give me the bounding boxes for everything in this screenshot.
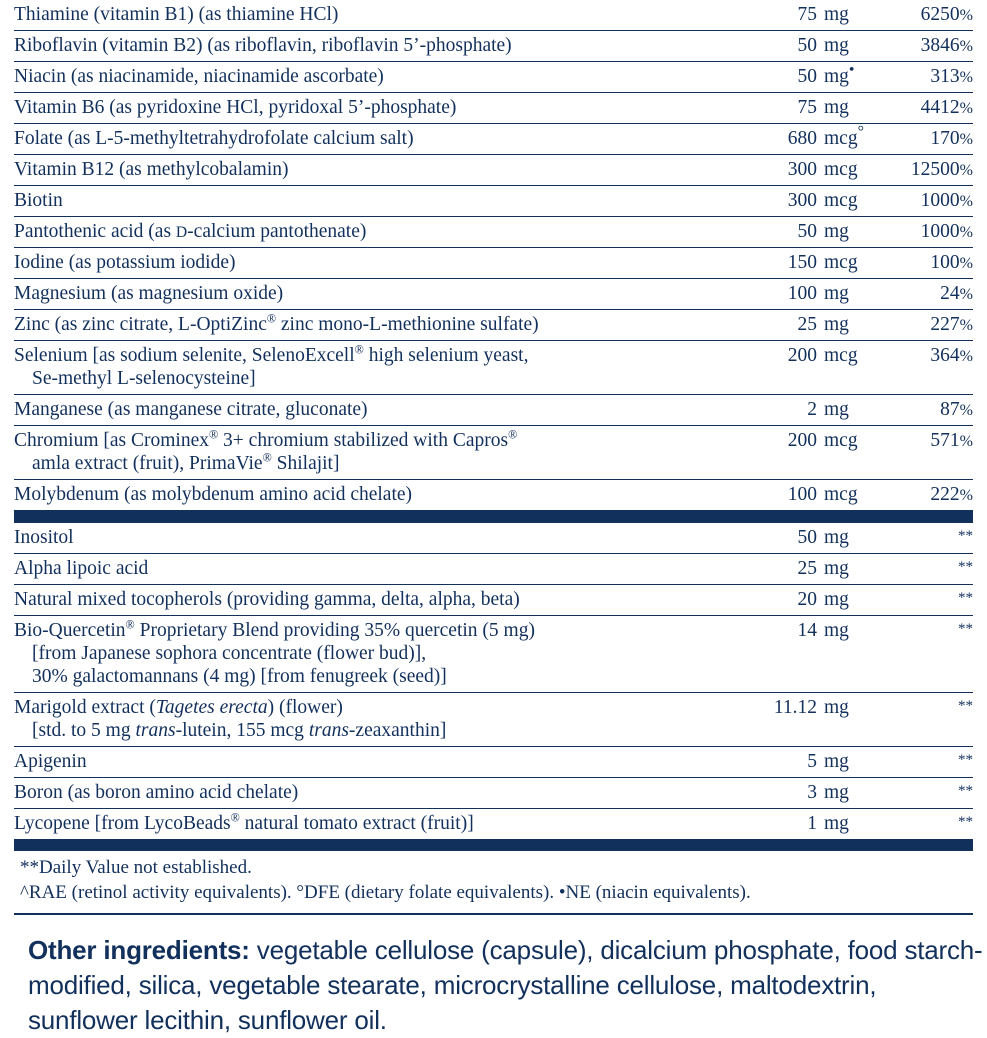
table-row (14, 554, 973, 585)
table-row (14, 62, 973, 93)
nutrient-name: Alpha lipoic acid (14, 554, 701, 585)
nutrient-name: Manganese (as manganese citrate, gluconate) (14, 395, 701, 426)
table-row (14, 31, 973, 62)
nutrient-name: Marigold extract (Tagetes erecta) (flower) [std. to 5 mg trans-lutein, 155 mcg trans-zeaxanthin] (14, 693, 701, 747)
nutrient-daily-value: 1000% (869, 186, 973, 217)
nutrient-daily-value: ** (869, 554, 973, 585)
nutrient-name: Natural mixed tocopherols (providing gamma, delta, alpha, beta) (14, 585, 701, 616)
nutrient-amount: 50 mg (701, 217, 869, 248)
footnote-daily-value: **Daily Value not established. (20, 857, 252, 878)
nutrient-name: Bio-Quercetin® Proprietary Blend providing 35% quercetin (5 mg) [from Japanese sophora concentrate (flower bud)], 30% galactomannans (4 mg) [from fenugreek (seed)] (14, 616, 701, 693)
other-ingredients-paragraph (28, 933, 987, 1037)
nutrient-daily-value: 6250% (920, 4, 973, 25)
table-row (14, 426, 973, 480)
other-nutrients-tbody (14, 523, 973, 839)
nutrient-name: Biotin (14, 186, 701, 217)
nutrient-amount: 50 mg• (701, 62, 869, 93)
nutrient-name: Folate (as L-5-methyltetrahydrofolate calcium salt) (14, 124, 701, 155)
nutrient-name: Zinc (as zinc citrate, L-OptiZinc® zinc mono-L-methionine sulfate) (14, 310, 701, 341)
table-row (14, 747, 973, 778)
table-row (14, 480, 973, 511)
nutrient-amount: 100 mcg (701, 480, 869, 511)
nutrient-name: Vitamin B12 (as methylcobalamin) (14, 155, 701, 186)
table-row (14, 310, 973, 341)
nutrient-amount: 3 mg (701, 778, 869, 809)
footnote-abbreviations: ^RAE (retinol activity equivalents). °DFE (dietary folate equivalents). •NE (niacin equivalents). (20, 881, 751, 903)
nutrient-name: Pantothenic acid (as D-calcium pantothenate) (14, 217, 701, 248)
nutrient-name: Riboflavin (vitamin B2) (as riboflavin, riboflavin 5’-phosphate) (14, 31, 701, 62)
nutrient-daily-value: 222% (869, 480, 973, 511)
nutrient-name: Vitamin B6 (as pyridoxine HCl, pyridoxal 5’-phosphate) (14, 93, 701, 124)
nutrient-amount: 75 mg (797, 4, 849, 25)
nutrient-name: Lycopene [from LycoBeads® natural tomato extract (fruit)] (14, 809, 701, 840)
vitamins-tbody (14, 0, 973, 510)
nutrient-daily-value: 227% (869, 310, 973, 341)
nutrient-name: Inositol (14, 527, 74, 548)
nutrient-amount: 11.12 mg (701, 693, 869, 747)
nutrient-table-other (14, 523, 973, 839)
table-row (14, 279, 973, 310)
nutrient-amount: 300 mcg (701, 155, 869, 186)
nutrient-amount: 50 mg (797, 527, 849, 548)
nutrient-daily-value: 3846% (869, 31, 973, 62)
nutrient-amount: 200 mcg (701, 341, 869, 395)
nutrient-amount: 1 mg (701, 809, 869, 840)
nutrient-name: Iodine (as potassium iodide) (14, 248, 701, 279)
nutrient-amount: 100 mg (701, 279, 869, 310)
nutrient-daily-value: ** (869, 809, 973, 840)
nutrient-amount: 300 mcg (701, 186, 869, 217)
nutrient-daily-value: ** (869, 693, 973, 747)
nutrient-amount: 5 mg (701, 747, 869, 778)
table-row (14, 778, 973, 809)
table-row (14, 248, 973, 279)
section-divider-bar-top (14, 510, 973, 523)
table-row (14, 341, 973, 395)
nutrient-name: Boron (as boron amino acid chelate) (14, 778, 701, 809)
nutrient-daily-value: 170% (869, 124, 973, 155)
table-row (14, 395, 973, 426)
nutrient-name: Magnesium (as magnesium oxide) (14, 279, 701, 310)
nutrient-daily-value: ** (958, 528, 973, 544)
section-divider-bar-bottom (14, 839, 973, 851)
nutrient-table-vitamins (14, 0, 973, 510)
table-row (14, 155, 973, 186)
panel-bottom-rule (14, 913, 973, 915)
nutrient-daily-value: 1000% (869, 217, 973, 248)
nutrient-daily-value: ** (869, 616, 973, 693)
nutrient-name: Selenium [as sodium selenite, SelenoExcell® high selenium yeast, Se-methyl L-selenocysteine] (14, 341, 701, 395)
table-row (14, 93, 973, 124)
nutrient-name: Chromium [as Crominex® 3+ chromium stabilized with Capros® amla extract (fruit), PrimaVie® Shilajit] (14, 426, 701, 480)
nutrient-name: Apigenin (14, 747, 701, 778)
nutrient-amount: 25 mg (701, 554, 869, 585)
nutrient-daily-value: 313% (869, 62, 973, 93)
table-row (14, 693, 973, 747)
nutrient-daily-value: ** (869, 778, 973, 809)
nutrient-daily-value: 571% (869, 426, 973, 480)
table-row (14, 616, 973, 693)
nutrient-daily-value: 4412% (869, 93, 973, 124)
nutrient-amount: 25 mg (701, 310, 869, 341)
table-row (14, 523, 973, 554)
other-ingredients-text: vegetable cellulose (capsule), dicalcium phosphate, food starch-modified, silica, vegetable stearate, microcrystalline cellulose, maltodextrin, sunflower lecithin, sunflower oil. (28, 935, 983, 1036)
nutrient-amount: 200 mcg (701, 426, 869, 480)
nutrient-amount: 20 mg (701, 585, 869, 616)
nutrient-amount: 680 mcg° (701, 124, 869, 155)
table-row (14, 585, 973, 616)
nutrient-daily-value: 12500% (869, 155, 973, 186)
other-ingredients-label: Other ingredients: (28, 935, 250, 966)
nutrient-daily-value: 100% (869, 248, 973, 279)
nutrient-amount: 150 mcg (701, 248, 869, 279)
nutrient-daily-value: ** (869, 585, 973, 616)
nutrient-amount: 2 mg (701, 395, 869, 426)
nutrient-name: Thiamine (vitamin B1) (as thiamine HCl) (14, 4, 339, 25)
nutrient-amount: 50 mg (701, 31, 869, 62)
table-row (14, 809, 973, 840)
table-row (14, 0, 973, 31)
nutrient-daily-value: 24% (869, 279, 973, 310)
table-row (14, 124, 973, 155)
table-row (14, 186, 973, 217)
nutrient-daily-value: 87% (869, 395, 973, 426)
nutrient-daily-value: 364% (869, 341, 973, 395)
nutrient-daily-value: ** (869, 747, 973, 778)
nutrient-name: Molybdenum (as molybdenum amino acid chelate) (14, 480, 701, 511)
table-row (14, 217, 973, 248)
nutrient-name: Niacin (as niacinamide, niacinamide ascorbate) (14, 62, 701, 93)
footnotes-block (14, 851, 973, 911)
nutrient-amount: 14 mg (701, 616, 869, 693)
nutrient-amount: 75 mg (701, 93, 869, 124)
